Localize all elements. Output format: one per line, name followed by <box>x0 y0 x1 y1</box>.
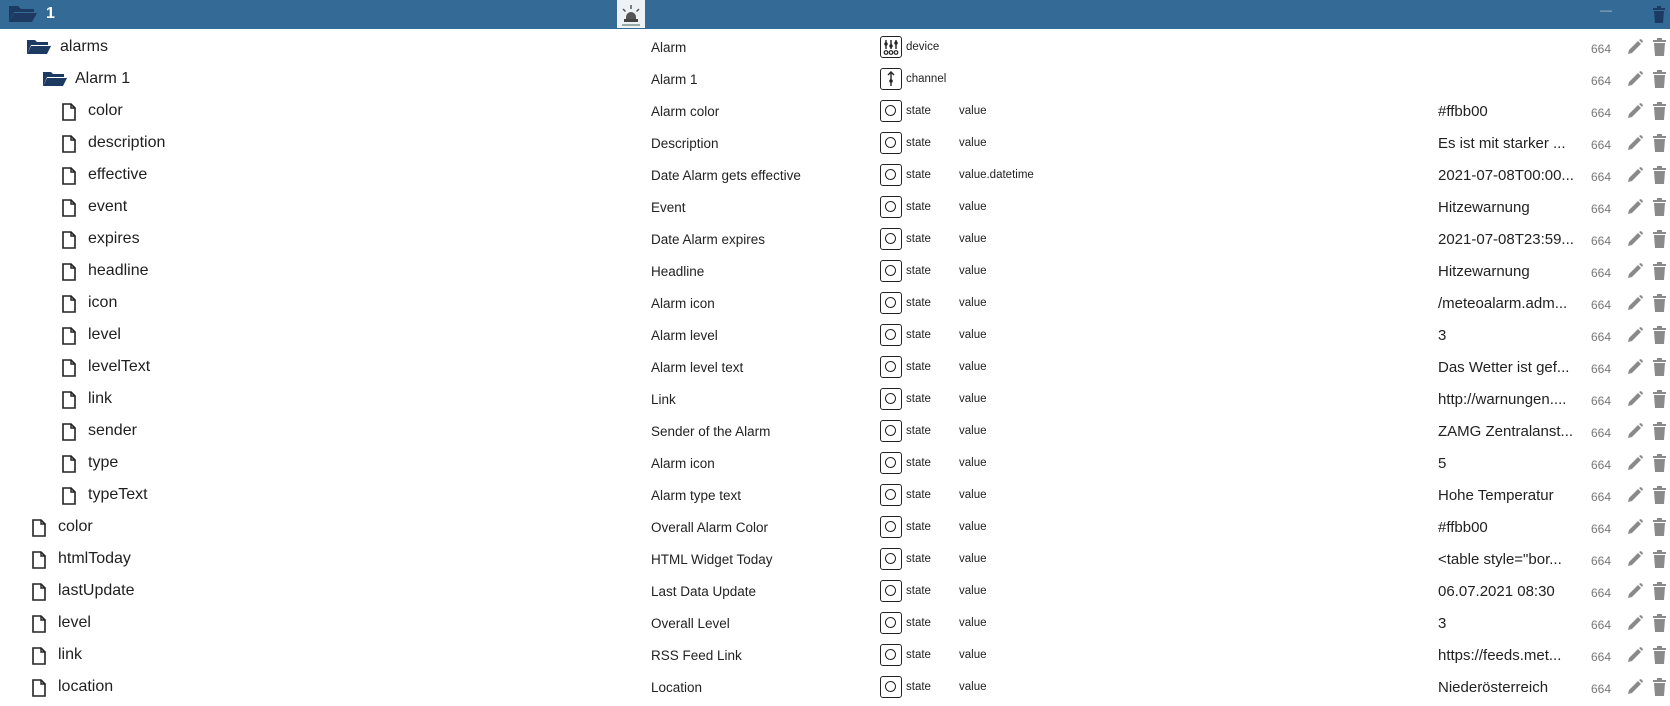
object-id: location <box>58 678 114 695</box>
tree-row[interactable] <box>0 383 1670 415</box>
file-icon <box>32 551 46 574</box>
tree-row[interactable] <box>0 95 1670 127</box>
pencil-icon[interactable] <box>1626 422 1644 445</box>
file-icon <box>32 679 46 702</box>
object-role: value <box>959 393 987 405</box>
object-id: color <box>88 102 123 119</box>
pencil-icon[interactable] <box>1626 678 1644 701</box>
state-icon <box>880 580 902 602</box>
object-id: link <box>88 390 113 407</box>
tree-row[interactable] <box>0 319 1670 351</box>
state-icon <box>880 676 902 698</box>
object-name: Alarm color <box>651 104 720 119</box>
trash-icon[interactable] <box>1652 390 1667 413</box>
open-folder-icon[interactable] <box>42 71 68 92</box>
state-icon <box>880 548 902 570</box>
object-role: value <box>959 329 987 341</box>
acl-value: 664 <box>1591 138 1612 152</box>
state-value[interactable]: <table style="bor... <box>1438 551 1562 568</box>
object-role: value <box>959 681 987 693</box>
state-icon <box>880 484 902 506</box>
trash-icon[interactable] <box>1652 230 1667 253</box>
file-icon <box>62 295 76 318</box>
trash-icon[interactable] <box>1652 422 1667 445</box>
object-name: Sender of the Alarm <box>651 424 771 439</box>
object-name: RSS Feed Link <box>651 648 742 663</box>
state-icon <box>880 100 902 122</box>
tree-row[interactable] <box>0 447 1670 479</box>
object-type: state <box>906 201 931 213</box>
acl-value: 664 <box>1591 394 1612 408</box>
tree-row[interactable] <box>0 31 1670 63</box>
tree-row[interactable] <box>0 351 1670 383</box>
file-icon <box>62 359 76 382</box>
pencil-icon[interactable] <box>1626 518 1644 541</box>
object-name: Alarm icon <box>651 456 715 471</box>
object-type: state <box>906 169 931 181</box>
meteoalarm-logo-icon <box>617 0 645 28</box>
acl-value: 664 <box>1591 202 1612 216</box>
object-name: Location <box>651 680 703 695</box>
object-type: device <box>906 41 940 53</box>
object-name: Alarm type text <box>651 488 742 503</box>
tree-root-header[interactable] <box>0 0 1670 29</box>
trash-icon[interactable] <box>1652 518 1667 541</box>
file-icon <box>62 455 76 478</box>
trash-icon[interactable] <box>1652 326 1667 349</box>
state-icon <box>880 196 902 218</box>
object-role: value <box>959 457 987 469</box>
tree-row[interactable] <box>0 575 1670 607</box>
root-title: 1 <box>46 5 55 22</box>
trash-icon[interactable] <box>1652 678 1667 701</box>
trash-icon[interactable] <box>1652 70 1667 93</box>
state-value[interactable]: /meteoalarm.adm... <box>1438 295 1568 312</box>
state-icon <box>880 516 902 538</box>
tree-row[interactable] <box>0 63 1670 95</box>
open-folder-icon[interactable] <box>26 39 52 60</box>
tree-row[interactable] <box>0 223 1670 255</box>
file-icon <box>32 583 46 606</box>
device-icon <box>880 36 902 58</box>
trash-icon[interactable] <box>1652 166 1667 189</box>
state-value[interactable]: 2021-07-08T00:00... <box>1438 167 1574 184</box>
object-role: value <box>959 361 987 373</box>
pencil-icon[interactable] <box>1626 262 1644 285</box>
file-icon <box>62 167 76 190</box>
object-id: Alarm 1 <box>75 70 131 87</box>
object-type: state <box>906 297 931 309</box>
trash-icon[interactable] <box>1652 454 1667 477</box>
state-icon <box>880 164 902 186</box>
object-type: state <box>906 329 931 341</box>
tree-row[interactable] <box>0 671 1670 703</box>
pencil-icon[interactable] <box>1626 326 1644 349</box>
object-type: state <box>906 617 931 629</box>
state-value[interactable]: 5 <box>1438 455 1447 472</box>
object-type: state <box>906 361 931 373</box>
state-value[interactable]: 06.07.2021 08:30 <box>1438 583 1555 600</box>
acl-value: 664 <box>1591 426 1612 440</box>
object-type: state <box>906 553 931 565</box>
state-value[interactable]: Hitzewarnung <box>1438 263 1530 280</box>
trash-icon[interactable] <box>1652 486 1667 509</box>
object-type: state <box>906 681 931 693</box>
file-icon <box>32 615 46 638</box>
acl-value: 664 <box>1591 650 1612 664</box>
object-id: sender <box>88 422 137 439</box>
trash-icon[interactable] <box>1652 262 1667 285</box>
state-icon <box>880 612 902 634</box>
state-icon <box>880 420 902 442</box>
acl-value: 664 <box>1591 170 1612 184</box>
state-icon <box>880 324 902 346</box>
acl-value: 664 <box>1591 490 1612 504</box>
file-icon <box>62 263 76 286</box>
pencil-icon[interactable] <box>1626 198 1644 221</box>
state-icon <box>880 452 902 474</box>
pencil-icon[interactable] <box>1626 358 1644 381</box>
state-icon <box>880 388 902 410</box>
state-icon <box>880 292 902 314</box>
acl-value: 664 <box>1591 682 1612 696</box>
trash-icon[interactable] <box>1652 294 1667 317</box>
acl-value: 664 <box>1591 42 1612 56</box>
object-type: state <box>906 649 931 661</box>
pencil-icon[interactable] <box>1626 294 1644 317</box>
file-icon <box>62 487 76 510</box>
object-id: lastUpdate <box>58 582 135 599</box>
pencil-icon[interactable] <box>1626 646 1644 669</box>
object-type: state <box>906 265 931 277</box>
pencil-icon[interactable] <box>1626 230 1644 253</box>
object-id: levelText <box>88 358 151 375</box>
object-id: headline <box>88 262 149 279</box>
object-name: Date Alarm expires <box>651 232 766 247</box>
acl-value: 664 <box>1591 618 1612 632</box>
object-type: state <box>906 457 931 469</box>
object-name: Last Data Update <box>651 584 757 599</box>
object-id: effective <box>88 166 148 183</box>
object-name: Alarm <box>651 40 687 55</box>
pencil-icon[interactable] <box>1626 38 1644 61</box>
trash-icon[interactable] <box>1652 134 1667 157</box>
object-name: Link <box>651 392 676 407</box>
acl-value: 664 <box>1591 234 1612 248</box>
state-value[interactable]: Das Wetter ist gef... <box>1438 359 1570 376</box>
state-value[interactable]: http://warnungen.... <box>1438 391 1567 408</box>
object-name: Alarm 1 <box>651 72 698 87</box>
state-value[interactable]: #ffbb00 <box>1438 103 1488 120</box>
tree-row[interactable] <box>0 607 1670 639</box>
state-value[interactable]: ZAMG Zentralanst... <box>1438 423 1574 440</box>
pencil-icon[interactable] <box>1626 550 1644 573</box>
state-icon <box>880 228 902 250</box>
object-id: typeText <box>88 486 148 503</box>
object-id: htmlToday <box>58 550 131 567</box>
state-icon <box>880 260 902 282</box>
object-type: state <box>906 137 931 149</box>
trash-icon[interactable] <box>1652 38 1667 61</box>
file-icon <box>32 519 46 542</box>
object-id: alarms <box>60 38 109 55</box>
collapse-dash: — <box>1600 3 1612 17</box>
trash-icon[interactable] <box>1652 582 1667 605</box>
file-icon <box>62 103 76 126</box>
object-name: Date Alarm gets effective <box>651 168 801 183</box>
object-name: Headline <box>651 264 705 279</box>
state-value[interactable]: 3 <box>1438 327 1447 344</box>
state-value[interactable]: https://feeds.met... <box>1438 647 1562 664</box>
object-role: value <box>959 585 987 597</box>
open-folder-icon[interactable] <box>8 5 38 28</box>
object-role: value <box>959 553 987 565</box>
file-icon <box>62 199 76 222</box>
state-value[interactable]: #ffbb00 <box>1438 519 1488 536</box>
object-name: Alarm level <box>651 328 718 343</box>
tree-row[interactable] <box>0 159 1670 191</box>
state-value[interactable]: Hitzewarnung <box>1438 199 1530 216</box>
object-type: channel <box>906 73 947 85</box>
object-type: state <box>906 489 931 501</box>
tree-row[interactable] <box>0 479 1670 511</box>
pencil-icon[interactable] <box>1626 390 1644 413</box>
tree-row[interactable] <box>0 639 1670 671</box>
acl-value: 664 <box>1591 330 1612 344</box>
acl-value: 664 <box>1591 362 1612 376</box>
object-role: value <box>959 489 987 501</box>
file-icon <box>62 231 76 254</box>
acl-value: 664 <box>1591 586 1612 600</box>
object-id: color <box>58 518 93 535</box>
state-value[interactable]: Es ist mit starker ... <box>1438 135 1566 152</box>
object-name: Overall Alarm Color <box>651 520 769 535</box>
file-icon <box>62 135 76 158</box>
acl-value: 664 <box>1591 106 1612 120</box>
object-id: level <box>88 326 121 343</box>
trash-icon[interactable] <box>1652 102 1667 125</box>
object-role: value <box>959 521 987 533</box>
object-role: value <box>959 233 987 245</box>
object-name: HTML Widget Today <box>651 552 773 567</box>
object-type: state <box>906 585 931 597</box>
object-role: value <box>959 425 987 437</box>
state-icon <box>880 356 902 378</box>
object-id: link <box>58 646 83 663</box>
object-role: value <box>959 617 987 629</box>
pencil-icon[interactable] <box>1626 166 1644 189</box>
trash-icon[interactable] <box>1652 198 1667 221</box>
file-icon <box>62 327 76 350</box>
tree-row[interactable] <box>0 511 1670 543</box>
object-role: value <box>959 105 987 117</box>
object-id: icon <box>88 294 118 311</box>
object-type: state <box>906 425 931 437</box>
object-role: value <box>959 649 987 661</box>
state-icon <box>880 132 902 154</box>
tree-row[interactable] <box>0 191 1670 223</box>
state-value[interactable]: Niederösterreich <box>1438 679 1549 696</box>
object-name: Alarm icon <box>651 296 715 311</box>
pencil-icon[interactable] <box>1626 70 1644 93</box>
object-role: value.datetime <box>959 169 1034 181</box>
trash-icon[interactable] <box>1652 614 1667 637</box>
state-value[interactable]: 3 <box>1438 615 1447 632</box>
object-role: value <box>959 201 987 213</box>
object-role: value <box>959 137 987 149</box>
object-id: description <box>88 134 166 151</box>
object-name: Alarm level text <box>651 360 744 375</box>
pencil-icon[interactable] <box>1626 134 1644 157</box>
state-value[interactable]: 2021-07-08T23:59... <box>1438 231 1574 248</box>
tree-row[interactable] <box>0 415 1670 447</box>
acl-value: 664 <box>1591 554 1612 568</box>
file-icon <box>62 423 76 446</box>
object-type: state <box>906 233 931 245</box>
object-id: type <box>88 454 119 471</box>
file-icon <box>62 391 76 414</box>
tree-row[interactable] <box>0 255 1670 287</box>
pencil-icon[interactable] <box>1626 486 1644 509</box>
object-name: Overall Level <box>651 616 730 631</box>
acl-value: 664 <box>1591 298 1612 312</box>
pencil-icon[interactable] <box>1626 454 1644 477</box>
pencil-icon[interactable] <box>1626 102 1644 125</box>
trash-icon[interactable] <box>1652 646 1667 669</box>
acl-value: 664 <box>1591 74 1612 88</box>
pencil-icon[interactable] <box>1626 614 1644 637</box>
object-id: event <box>88 198 128 215</box>
acl-value: 664 <box>1591 458 1612 472</box>
object-role: value <box>959 265 987 277</box>
tree-row[interactable] <box>0 287 1670 319</box>
object-type: state <box>906 521 931 533</box>
acl-value: 664 <box>1591 266 1612 280</box>
trash-icon[interactable] <box>1652 550 1667 573</box>
object-role: value <box>959 297 987 309</box>
object-type: state <box>906 393 931 405</box>
file-icon <box>32 647 46 670</box>
object-id: expires <box>88 230 140 247</box>
trash-icon[interactable] <box>1652 358 1667 381</box>
object-type: state <box>906 105 931 117</box>
channel-icon <box>880 68 902 90</box>
object-name: Event <box>651 200 686 215</box>
trash-icon[interactable] <box>1652 6 1666 28</box>
pencil-icon[interactable] <box>1626 582 1644 605</box>
object-name: Description <box>651 136 719 151</box>
tree-row[interactable] <box>0 127 1670 159</box>
state-icon <box>880 644 902 666</box>
tree-row[interactable] <box>0 543 1670 575</box>
object-id: level <box>58 614 91 631</box>
acl-value: 664 <box>1591 522 1612 536</box>
state-value[interactable]: Hohe Temperatur <box>1438 487 1554 504</box>
